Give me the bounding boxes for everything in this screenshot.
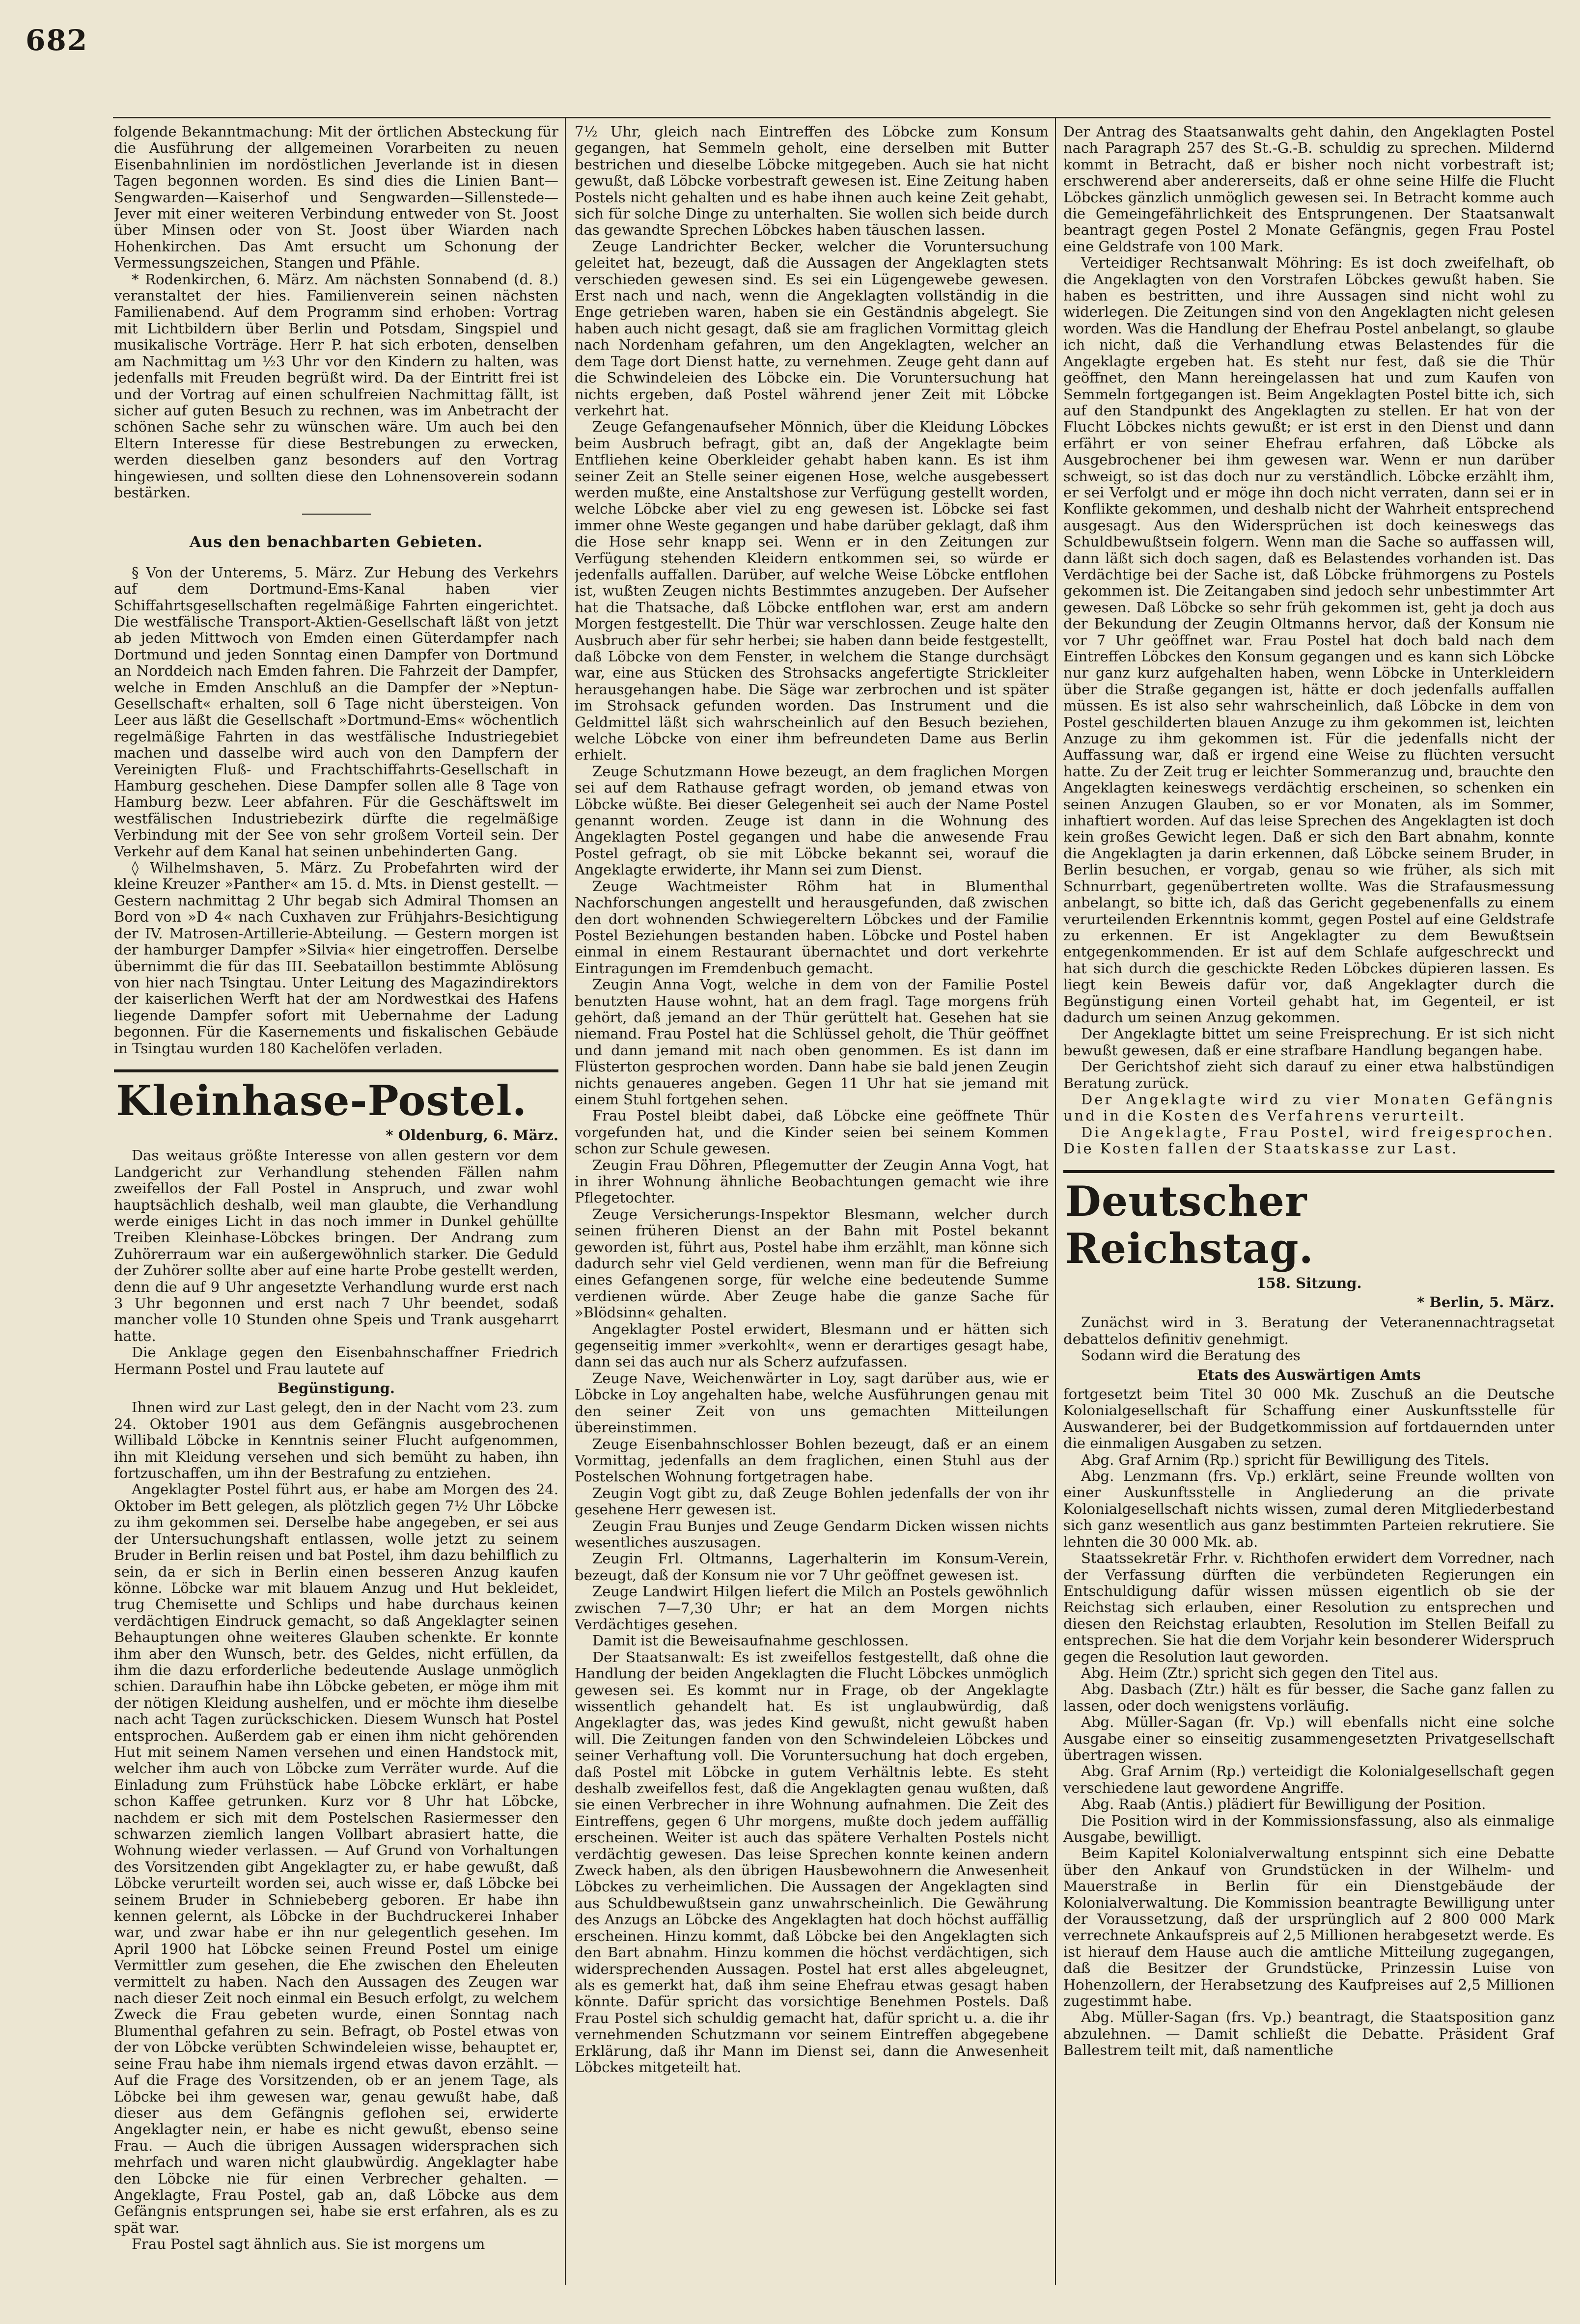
- article-paragraph: Angeklagter Postel erwidert, Blesmann und er hätten sich gegenseitig immer »verkohlt«, wenn er derartiges gesagt habe, dann sei das auch nur als Scherz aufzufassen.: [575, 1320, 1049, 1370]
- article-paragraph: fortgesetzt beim Titel 30 000 Mk. Zuschuß an die Deutsche Kolonialgesellschaft für Schaffung einer Auskunftsstelle für Auswanderer, bei der Budgetkommission auf fortdauernden unter die einmaligen Ausgaben zu setzen.: [1063, 1386, 1554, 1452]
- article-paragraph: Abg. Graf Arnim (Rp.) spricht für Bewilligung des Titels.: [1081, 1451, 1490, 1468]
- article-paragraph: Zeuge Nave, Weichenwärter in Loy, sagt darüber aus, wie er Löbcke in Loy angehalten habe, welche Ausführungen genau mit den seiner Zeit von uns gemachten Mitteilungen übereinstimmen.: [575, 1369, 1049, 1436]
- article-paragraph: Damit ist die Beweisaufnahme geschlossen.: [592, 1632, 909, 1649]
- article-paragraph: Frau Postel sagt ähnlich aus. Sie ist morgens um: [132, 2236, 485, 2253]
- column-left: [114, 124, 558, 2280]
- article-paragraph: Zeuge Eisenbahnschlosser Bohlen bezeugt, daß er an einem Vormittag, jedenfalls an dem fraglichen, einen Stuhl aus der Postelschen Wohnung fortgetragen habe.: [575, 1435, 1049, 1485]
- article-paragraph: Verteidiger Rechtsanwalt Möhring: Es ist doch zweifelhaft, ob die Angeklagten von den Vorstrafen Löbckes gewußt haben. Sie haben es bestritten, und ihre Aussagen sind nicht wohl zu widerlegen. Die Zeitungen sind von den Angeklagten nicht gelesen worden. Was die Handlung der Ehefrau Postel anbelangt, so glaube ich nicht, daß die Verhandlung etwas Belastendes für die Angeklagte ergeben hat. Es steht nur fest, daß sie die Thür geöffnet, den Mann hereingelassen hat und zum Kaufen von Semmeln fortgegangen ist. Beim Angeklagten Postel bitte ich, sich auf den Standpunkt des Angeklagten zu stellen. Er hat von der Flucht Löbckes nichts gewußt; er ist erst in den Dienst und dann erfährt er von seiner Ehefrau erfahren, daß Löbcke als Ausgebrochener bei ihm gewesen war. Wenn er nun darüber schweigt, so ist das doch nur zu verständlich. Löbcke erzählt ihm, er sei Verfolgt und er möge ihn doch nicht verraten, dann sei er in Konflikte gekommen, und deshalb nicht der Wahrheit entsprechend ausgesagt. Aus den Widersprüchen ist doch keineswegs das Schuldbewußtsein folgern. Wenn man die Sache so auffassen will, dann läßt sich doch sagen, daß es Belastendes vorhanden ist. Das Verdächtige bei der Sache ist, daß Löbcke frühmorgens zu Postels gekommen ist. Die Zeitangaben sind jedoch sehr unbestimmter Art gewesen. Daß Löbcke so sehr früh gekommen ist, geht ja doch aus der Bekundung der Zeugin Oltmanns hervor, daß der Konsum nie vor 7 Uhr geöffnet war. Frau Postel hat doch bald nach dem Eintreffen Löbckes den Konsum gegangen und es kann sich Löbcke nur ganz kurz aufgehalten haben, wenn Löbcke in Unterkleidern über die Straße gegangen ist, hätte er doch jedenfalls auffallen müssen. Es ist also sehr wahrscheinlich, daß Löbcke in dem von Postel geschilderten blauen Anzuge zu ihm gekommen ist, leichten Anzuge zu ihm gekommen ist. Für die jedenfalls nicht der Auffassung war, daß er irgend eine Weise zu flüchten versucht hatte. Zu der Zeit trug er leichter Sommeranzug und, brauchte den Angeklagten keineswegs verdächtig erscheinen, so schenken ein seinen Anzugen Glauben, so er vor Monaten, als im Sommer, inhaftiert worden. Auf das leise Sprechen des Angeklagten ist doch kein großes Gewicht legen. Daß er sich den Bart abnahm, konnte die Angeklagten ja darin erkennen, daß Löbcke seinem Bruder, in Berlin besuchen, er vorgab, genau so wie früher, als sich mit Schnurrbart, gegenübertreten wollte. Was die Strafausmessung anbelangt, so bitte ich, daß das Gericht gegebenenfalls zu einem verurteilenden Erkenntnis kommt, gegen Postel auf eine Geldstrafe zu erkennen. Er ist Angeklagter zu dem Bewußtsein entgegenkommenden. Er ist auf dem Schlafe aufgeschreckt und hat sich durch die geschickte Reden Löbckes düpieren lassen. Es liegt kein Beweis dafür vor, daß Angeklagter durch die Begünstigung einen Vorteil gehabt hat, im Gegenteil, er ist dadurch um seinen Anzug gekommen.: [1063, 254, 1554, 1026]
- article-paragraph: Das weitaus größte Interesse von allen gestern vor dem Landgericht zur Verhandlung stehenden Fällen nahm zweifellos der Fall Postel in Anspruch, und zwar wohl hauptsächlich deshalb, weil man glaubte, die Verhandlung werde einiges Licht in das noch immer in Dunkel gehüllte Treiben Kleinhase-Löbckes bringen. Der Andrang zum Zuhörerraum war ein außergewöhnlich starker. Die Geduld der Zuhörer sollte aber auf eine harte Probe gestellt werden, denn die auf 9 Uhr angesetzte Verhandlung wurde erst nach 3 Uhr begonnen und erst nach 7 Uhr beendet, sodaß mancher volle 10 Stunden ohne Speis und Trank ausgeharrt hatte.: [114, 1147, 558, 1344]
- column-right: [1063, 124, 1554, 2280]
- article-paragraph: Abg. Müller-Sagan (fr. Vp.) will ebenfalls nicht eine solche Ausgabe einer so einseitig zusammengesetzten Privatgesellschaft übertragen wissen.: [1063, 1714, 1554, 1763]
- article-paragraph: Zeuge Landwirt Hilgen liefert die Milch an Postels gewöhnlich zwischen 7—7,30 Uhr; er hat an dem Morgen nichts Verdächtiges gesehen.: [575, 1583, 1049, 1633]
- article-paragraph: Frau Postel bleibt dabei, daß Löbcke eine geöffnete Thür vorgefunden hat, und die Kinder seien bei seinem Kommen schon zur Schule gewesen.: [575, 1107, 1049, 1157]
- section-heading: Aus den benachbarten Gebieten.: [189, 533, 483, 551]
- article-paragraph: Zeuge Gefangenaufseher Mönnich, über die Kleidung Löbckes beim Ausbruch befragt, gibt an, daß der Angeklagte beim Entfliehen keine Oberkleider gehabt haben kann. Es ist ihm seiner Zeit an Stelle seiner eigenen Hose, welche ausgebessert werden mußte, eine Anstaltshose zur Verfügung gestellt worden, welche Löbcke aber viel zu eng gewesen ist. Löbcke sei fast immer ohne Weste gegangen und habe darüber geklagt, daß ihm die Hose sehr knapp sei. Wenn er in den Zeitungen zur Verfügung stehenden Kleidern entkommen sei, so würde er jedenfalls auffallen. Darüber, auf welche Weise Löbcke entflohen ist, wußten Zeugen nichts Bestimmtes anzugeben. Der Aufseher hat die Thatsache, daß Löbcke entflohen war, erst am andern Morgen festgestellt. Die Thür war verschlossen. Zeuge halte den Ausbruch aber für sehr herbei; sie haben dann beide festgestellt, daß Löbcke von dem Fenster, in welchem die Stange durchsägt war, eine aus Stücken des Strohsacks angefertigte Strickleiter herausgehangen habe. Die Säge war zerbrochen und ist später im Strohsack gefunden worden. Das Instrument und die Geldmittel läßt sich wahrscheinlich auf den Besuch beziehen, welche Löbcke von einer ihm befreundeten Dame aus Berlin erhielt.: [575, 418, 1049, 764]
- article-paragraph: 7½ Uhr, gleich nach Eintreffen des Löbcke zum Konsum gegangen, hat Semmeln geholt, eine derselben mit Butter bestrichen und dieselbe Löbcke mitgegeben. Auch sie hat nicht gewußt, daß Löbcke vorbestraft gewesen ist. Eine Zeitung haben Postels nicht gehalten und es habe ihnen auch keine Zeit gehabt, sich für solche Dinge zu unterhalten. Sie wollen sich beide durch das gewandte Sprechen Löbckes haben täuschen lassen.: [575, 124, 1049, 239]
- article-paragraph: Zeuge Wachtmeister Röhm hat in Blumenthal Nachforschungen angestellt und herausgefunden, daß zwischen den dort wohnenden Schwiegereltern Löbckes und der Familie Postel Beziehungen bestanden haben. Löbcke und Postel haben einmal in einem Restaurant übernachtet und dort verkehrte Eintragungen im Fremdenbuch gemacht.: [575, 877, 1049, 977]
- article-paragraph: Angeklagter Postel führt aus, er habe am Morgen des 24. Oktober im Bett gelegen, als plötzlich gegen 7½ Uhr Löbcke zu ihm gekommen sei. Derselbe habe angegeben, er sei aus der Untersuchungshaft entlassen, wolle jetzt zu seinem Bruder in Berlin reisen und bat Postel, ihm dazu behilflich zu sein, da er sich in Berlin einen besseren Anzug kaufen könne. Löbcke war mit blauem Anzug und Hut bekleidet, trug Chemisette und Schlips und habe durchaus keinen verdächtigen Eindruck gemacht, so daß Angeklagter seinen Behauptungen ohne weiteres Glauben schenkte. Er konnte ihm aber den Wunsch, betr. des Geldes, nicht erfüllen, da ihm die dazu erforderliche bedeutende Auslage unmöglich schien. Daraufhin habe ihn Löbcke gebeten, er möge ihm mit der nötigen Kleidung aushelfen, und er möchte ihm dieselbe nach acht Tagen zurückschicken. Diesem Wunsch hat Postel entsprochen. Außerdem gab er einen ihm nicht gehörenden Hut mit seinem Namen versehen und einen Handstock mit, welcher ihm auch von Löbcke zum Verräter wurde. Auf die Einladung zum Frühstück habe Löbcke erklärt, er habe schon Kaffee getrunken. Kurz vor 8 Uhr hat Löbcke, nachdem er sich mit dem Postelschen Rasiermesser den schwarzen ziemlich langen Vollbart abrasiert hatte, die Wohnung wieder verlassen. — Auf Grund von Vorhaltungen des Vorsitzenden gibt Angeklagter zu, er habe gewußt, daß Löbcke verurteilt worden sei, auch wisse er, daß Löbcke bei seinem Bruder in Schniebeberg geboren. Er habe ihn kennen gelernt, als Löbcke in der Buchdruckerei Inhaber war, und zwar habe er ihn nur gelegentlich gesehen. Im April 1900 hat Löbcke seinen Freund Postel um einige Vermittler zum gesehen, die Ehe zwischen den Eheleuten vermittelt zu haben. Nach den Aussagen des Zeugen war nach dieser Zeit noch einmal ein Besuch erfolgt, zu welchem Zweck die Frau gebeten wurde, einen Sonntag nach Blumenthal gefahren zu sein. Befragt, ob Postel etwas von der von Löbcke verübten Schwindeleien wisse, behauptet er, seine Frau habe ihm niemals irgend etwas davon erzählt. — Auf die Frage des Vorsitzenden, ob er an jenem Tage, als Löbcke bei ihm gewesen war, genau gewußt habe, daß dieser aus dem Gefängnis geflohen sei, erwiderte Angeklagter nein, er habe es nicht gewußt, ebenso seine Frau. — Auch die übrigen Aussagen widersprachen sich mehrfach und waren nicht glaubwürdig. Angeklagter habe den Löbcke nie für einen Verbrecher gehalten. — Angeklagte, Frau Postel, gab an, daß Löbcke aus dem Gefängnis entsprungen sei, habe sie erst erfahren, als es zu spät war.: [114, 1481, 558, 2236]
- article-masthead: Kleinhase-Postel.: [116, 1076, 527, 1125]
- article-paragraph: § Von der Unterems, 5. März. Zur Hebung des Verkehrs auf dem Dortmund-Ems-Kanal haben vier Schiffahrtsgesellschaften regelmäßige Fahrten eingerichtet. Die westfälische Transport-Aktien-Gesellschaft läßt von jetzt ab jeden Mittwoch von Emden einen Güterdampfer nach Dortmund und jeden Sonntag einen Dampfer von Dortmund an Norddeich nach Emden fahren. Die Fahrzeit der Dampfer, welche in Emden Anschluß an die Dampfer der »Neptun-Gesellschaft« erhalten, soll 6 Tage nicht übersteigen. Von Leer aus läßt die Gesellschaft »Dortmund-Ems« wöchentlich regelmäßige Fahrten in das westfälische Industriegebiet machen und dasselbe wird auch von den Dampfern der Vereinigten Fluß- und Frachtschiffahrts-Gesellschaft in Hamburg geschehen. Diese Dampfer sollen alle 8 Tage von Hamburg bezw. Leer abfahren. Für die Geschäftswelt im westfälischen Industriebezirk dürfte die regelmäßige Verbindung mit der See von sehr großem Vorteil sein. Der Verkehr auf dem Kanal hat seinen unbehinderten Gang.: [114, 564, 558, 860]
- sub-heading: Begünstigung.: [277, 1380, 395, 1397]
- article-paragraph: Abg. Müller-Sagan (frs. Vp.) beantragt, die Staatsposition ganz abzulehnen. — Damit schließt die Debatte. Präsident Graf Ballestrem teilt mit, daß namentliche: [1063, 2009, 1554, 2059]
- article-paragraph: Zunächst wird in 3. Beratung der Veteranennachtragsetat debattelos definitiv genehmigt.: [1063, 1314, 1554, 1347]
- separator: [1063, 1170, 1554, 1173]
- article-paragraph: Beim Kapitel Kolonialverwaltung entspinnt sich eine Debatte über den Ankauf von Grundstücken in der Wilhelm- und Mauerstraße in Berlin für ein Dienstgebäude der Kolonialverwaltung. Die Kommission beantragte Bewilligung unter der Voraussetzung, daß der ursprünglich auf 2 800 000 Mark verrechnete Ankaufspreis auf 2,5 Millionen herabgesetzt werde. Es ist hierauf dem Hause auch die amtliche Mitteilung zugegangen, daß die Besitzer der Grundstücke, Prinzessin Luise von Hohenzollern, der Herabsetzung des Kaufpreises auf 2,5 Millionen zugestimmt habe.: [1063, 1845, 1554, 2010]
- article-paragraph: Zeugin Frau Bunjes und Zeuge Gendarm Dicken wissen nichts wesentliches auszusagen.: [575, 1517, 1049, 1551]
- article-paragraph: Abg. Raab (Antis.) plädiert für Bewilligung der Position.: [1081, 1796, 1486, 1813]
- article-masthead: Deutscher Reichstag.: [1065, 1176, 1314, 1273]
- session-number: 158. Sitzung.: [1256, 1274, 1362, 1291]
- article-paragraph: Der Angeklagte bittet um seine Freisprechung. Er ist sich nicht bewußt gewesen, daß er eine strafbare Handlung begangen habe.: [1063, 1025, 1554, 1059]
- article-paragraph: * Rodenkirchen, 6. März. Am nächsten Sonnabend (d. 8.) veranstaltet der hies. Familienverein seinen nächsten Familienabend. Auf dem Programm sind erhoben: Vortrag mit Lichtbildern über Berlin und Potsdam, Singspiel und musikalische Vorträge. Herr P. hat sich erboten, denselben am Nachmittag um ½3 Uhr vor den Kindern zu halten, was jedenfalls mit Freuden begrüßt wird. Da der Eintritt frei ist und der Vortrag auf einen schulfreien Nachmittag fällt, ist sicher auf guten Besuch zu rechnen, was im Anbetracht der schönen Sache sehr zu wünschen wäre. Um auch bei den Eltern Interesse für diese Bestrebungen zu erwecken, werden dieselben ganz besonders auf den Vortrag hingewiesen, und sollten diese den Lohnensoverein sodann bestärken.: [114, 271, 558, 501]
- article-paragraph: Abg. Lenzmann (frs. Vp.) erklärt, seine Freunde wollten von einer Auskunftsstelle in Angliederung an die private Kolonialgesellschaft nichts wissen, zumal deren Mitgliederbestand sich ganz wesentlich aus ganz bestimmten Parteien rekrutiere. Sie lehnten die 30 000 Mk. ab.: [1063, 1468, 1554, 1550]
- header-rule: [113, 117, 1551, 118]
- article-paragraph: Zeuge Landrichter Becker, welcher die Voruntersuchung geleitet hat, bezeugt, daß die Aussagen der Angeklagten stets verschieden gewesen sind. Es sei ein Lügengewebe gewesen. Erst nach und nach, wenn die Angeklagten vollständig in die Enge getrieben waren, haben sie ein Geständnis abgelegt. Sie haben auch nicht gesagt, daß sie am fraglichen Vormittag gleich nach Nordenham gefahren, um den Angeklagten, welcher an dem Tage dort Dienst hatte, zu vernehmen. Zeuge geht dann auf die Schwindeleien des Löbcke ein. Die Voruntersuchung hat nichts ergeben, daß Postel während jener Zeit mit Löbcke verkehrt hat.: [575, 238, 1049, 419]
- article-paragraph: Der Gerichtshof zieht sich darauf zu einer etwa halbstündigen Beratung zurück.: [1063, 1058, 1554, 1092]
- article-paragraph: Zeugin Vogt gibt zu, daß Zeuge Bohlen jedenfalls der von ihr gesehene Herr gewesen ist.: [575, 1484, 1049, 1518]
- verdict-paragraph: Die Angeklagte, Frau Postel, wird freigesprochen. Die Kosten fallen der Staatskasse zur Last.: [1063, 1123, 1554, 1157]
- article-paragraph: Ihnen wird zur Last gelegt, den in der Nacht vom 23. zum 24. Oktober 1901 aus dem Gefängnis ausgebrochenen Willibald Löbcke in Kenntnis seiner Flucht aufgenommen, ihn mit Kleidung versehen und sich bemüht zu haben, ihn fortzuschaffen, um ihn der Bestrafung zu entziehen.: [114, 1399, 558, 1482]
- article-paragraph: Zeuge Schutzmann Howe bezeugt, an dem fraglichen Morgen sei auf dem Rathause gefragt worden, ob jemand etwas von Löbcke wüßte. Bei dieser Gelegenheit sei auch der Name Postel genannt worden. Zeuge ist dann in die Wohnung des Angeklagten Postel gegangen und habe die anwesende Frau Postel gefragt, ob sie mit Löbcke bekannt sei, worauf die Angeklagte erwiderte, ihr Mann sei zum Dienst.: [575, 763, 1049, 878]
- column-divider: [1055, 118, 1056, 2285]
- dateline: * Oldenburg, 6. März.: [386, 1126, 558, 1144]
- dateline: * Berlin, 5. März.: [1417, 1294, 1554, 1311]
- sub-heading: Etats des Auswärtigen Amts: [1197, 1366, 1421, 1383]
- article-paragraph: Zeugin Anna Vogt, welche in dem von der Familie Postel benutzten Hause wohnt, hat an dem fragl. Tage morgens früh gehört, daß jemand an der Thür gerüttelt hat. Gesehen hat sie niemand. Frau Postel hat die Schlüssel geholt, die Thür geöffnet und dann jemand mit nach oben genommen. Es ist dann im Flüsterton gesprochen worden. Dann habe sie bald jenen Zeugin nichts genaueres angeben. Gegen 11 Uhr hat sie jemand mit einem Stuhl fortgehen sehen.: [575, 976, 1049, 1108]
- separator: [114, 1069, 558, 1072]
- verdict-paragraph: Der Angeklagte wird zu vier Monaten Gefängnis und in die Kosten des Verfahrens verurteilt.: [1063, 1091, 1554, 1124]
- article-paragraph: folgende Bekanntmachung: Mit der örtlichen Absteckung für die Ausführung der allgemeinen Vorarbeiten zu neuen Eisenbahnlinien im nordöstlichen Jeverlande ist in diesen Tagen begonnen worden. Es sind dies die Linien Bant—Sengwarden—Kaiserhof und Sengwarden—Sillenstede—Jever mit einer weiteren Verbindung entweder von St. Joost über Minsen oder von St. Joost über Wiarden nach Hohenkirchen. Das Amt ersucht um Schonung der Vermessungszeichen, Stangen und Pfähle.: [114, 124, 558, 272]
- article-paragraph: Zeugin Frl. Oltmanns, Lagerhalterin im Konsum-Verein, bezeugt, daß der Konsum nie vor 7 Uhr geöffnet gewesen ist.: [575, 1550, 1049, 1584]
- article-paragraph: Abg. Dasbach (Ztr.) hält es für besser, die Sache ganz fallen zu lassen, oder doch wenigstens vorläufig.: [1063, 1681, 1554, 1714]
- article-paragraph: Die Anklage gegen den Eisenbahnschaffner Friedrich Hermann Postel und Frau lautete auf: [114, 1344, 558, 1377]
- column-middle: [575, 124, 1049, 2280]
- article-paragraph: Zeugin Frau Döhren, Pflegemutter der Zeugin Anna Vogt, hat in ihrer Wohnung ähnliche Beobachtungen gemacht wie ihre Pflegetochter.: [575, 1156, 1049, 1206]
- article-paragraph: Zeuge Versicherungs-Inspektor Blesmann, welcher durch seinen früheren Dienst an der Bahn mit Postel bekannt geworden ist, führt aus, Postel habe ihm erzählt, man könne sich dadurch sehr viel Geld verdienen, wenn man für die Befreiung eines Gefangenen sorge, für welche eine bedeutende Summe verdienen würde. Aber Zeuge habe die ganze Sache für »Blödsinn« gehalten.: [575, 1205, 1049, 1321]
- column-divider: [565, 118, 566, 2285]
- page-number: 682: [26, 24, 88, 57]
- article-paragraph: Die Position wird in der Kommissionsfassung, also als einmalige Ausgabe, bewilligt.: [1063, 1812, 1554, 1845]
- article-paragraph: Der Antrag des Staatsanwalts geht dahin, den Angeklagten Postel nach Paragraph 257 des St.-G.-B. schuldig zu sprechen. Mildernd kommt in Betracht, daß er bisher noch nicht vorbestraft ist; erschwerend aber andererseits, daß er ohne seine Hilfe die Flucht Löbckes gänzlich unmöglich gewesen sei. In Betracht komme auch die Gemeingefährlichkeit des Entsprungenen. Der Staatsanwalt beantragt gegen Postel 2 Monate Gefängnis, gegen Frau Postel eine Geldstrafe von 100 Mark.: [1063, 124, 1554, 255]
- separator: [302, 514, 371, 515]
- article-paragraph: Sodann wird die Beratung des: [1081, 1347, 1301, 1364]
- article-paragraph: Abg. Graf Arnim (Rp.) verteidigt die Kolonialgesellschaft gegen verschiedene laut gewordene Angriffe.: [1063, 1763, 1554, 1796]
- article-paragraph: Staatssekretär Frhr. v. Richthofen erwidert dem Vorredner, nach der Verfassung dürften die verbündeten Regierungen ein Entschuldigung dafür wissen müssen eigentlich ob sie der Reichstag sich erlauben, einer Resolution zu entsprechen und diesen den Reichstag erlaubten, Resolution im Stellen Beifall zu entsprechen. Sie hat die dem Vorjahr kein besonderer Widerspruch gegen die Resolution laut geworden.: [1063, 1550, 1554, 1665]
- article-paragraph: Abg. Heim (Ztr.) spricht sich gegen den Titel aus.: [1081, 1664, 1439, 1681]
- article-paragraph: Der Staatsanwalt: Es ist zweifellos festgestellt, daß ohne die Handlung der beiden Angeklagten die Flucht Löbckes unmöglich gewesen sei. Es kommt nur in Frage, ob der Angeklagte wissentlich gehandelt hat. Es ist unglaubwürdig, daß Angeklagter das, was jedes Kind gewußt, nicht gewußt haben will. Die Zeitungen fanden von den Schwindeleien Löbckes und seiner Verhaftung voll. Die Voruntersuchung hat doch ergeben, daß Postel mit Löbcke in gutem Verhältnis lebte. Es steht deshalb zweifellos fest, daß die Angeklagten genau wußten, daß sie einen Verbrecher in ihre Wohnung aufnahmen. Die Zeit des Eintreffens, gegen 6 Uhr morgens, mußte doch jedem auffällig erscheinen. Weiter ist auch das spätere Verhalten Postels nicht verdächtig gewesen. Das leise Sprechen konnte keinen andern Zweck haben, als den übrigen Hausbewohnern die Anwesenheit Löbckes zu verheimlichen. Die Aussagen der Angeklagten sind aus Schuldbewußtsein ganz unwahrscheinlich. Die Gewährung des Anzugs an Löbcke des Angeklagten hat doch höchst auffällig erscheinen. Hinzu kommt, daß Löbcke bei den Angeklagten sich den Bart abnahm. Hinzu kommen die höchst verdächtigen, sich widersprechenden Aussagen. Postel hat erst alles abgeleugnet, als es gemerkt hat, daß ihm seine Ehefrau etwas gesagt haben könnte. Dafür spricht das vorsichtige Benehmen Postels. Daß Frau Postel sich schuldig gemacht hat, dafür spricht u. a. die ihr vernehmenden Schutzmann vor seinem Eintreffen abgegebene Erklärung, daß ihr Mann im Dienst sei, dann die Anwesenheit Löbckes mitgeteilt hat.: [575, 1648, 1049, 2076]
- article-paragraph: ◊ Wilhelmshaven, 5. März. Zu Probefahrten wird der kleine Kreuzer »Panther« am 15. d. Mts. in Dienst gestellt. — Gestern nachmittag 2 Uhr begab sich Admiral Thomsen an Bord von »D 4« nach Cuxhaven zur Frühjahrs-Besichtigung der IV. Matrosen-Artillerie-Abteilung. — Gestern morgen ist der hamburger Dampfer »Silvia« hier eingetroffen. Derselbe übernimmt die für das III. Seebataillon bestimmte Ablösung von hier nach Tsingtau. Unter Leitung des Magazindirektors der kaiserlichen Werft hat der am Nordwestkai des Hafens liegende Dampfer sofort mit Uebernahme der Ladung begonnen. Für die Kasernements und fiskalischen Gebäude in Tsingtau wurden 180 Kachelöfen verladen.: [114, 859, 558, 1057]
